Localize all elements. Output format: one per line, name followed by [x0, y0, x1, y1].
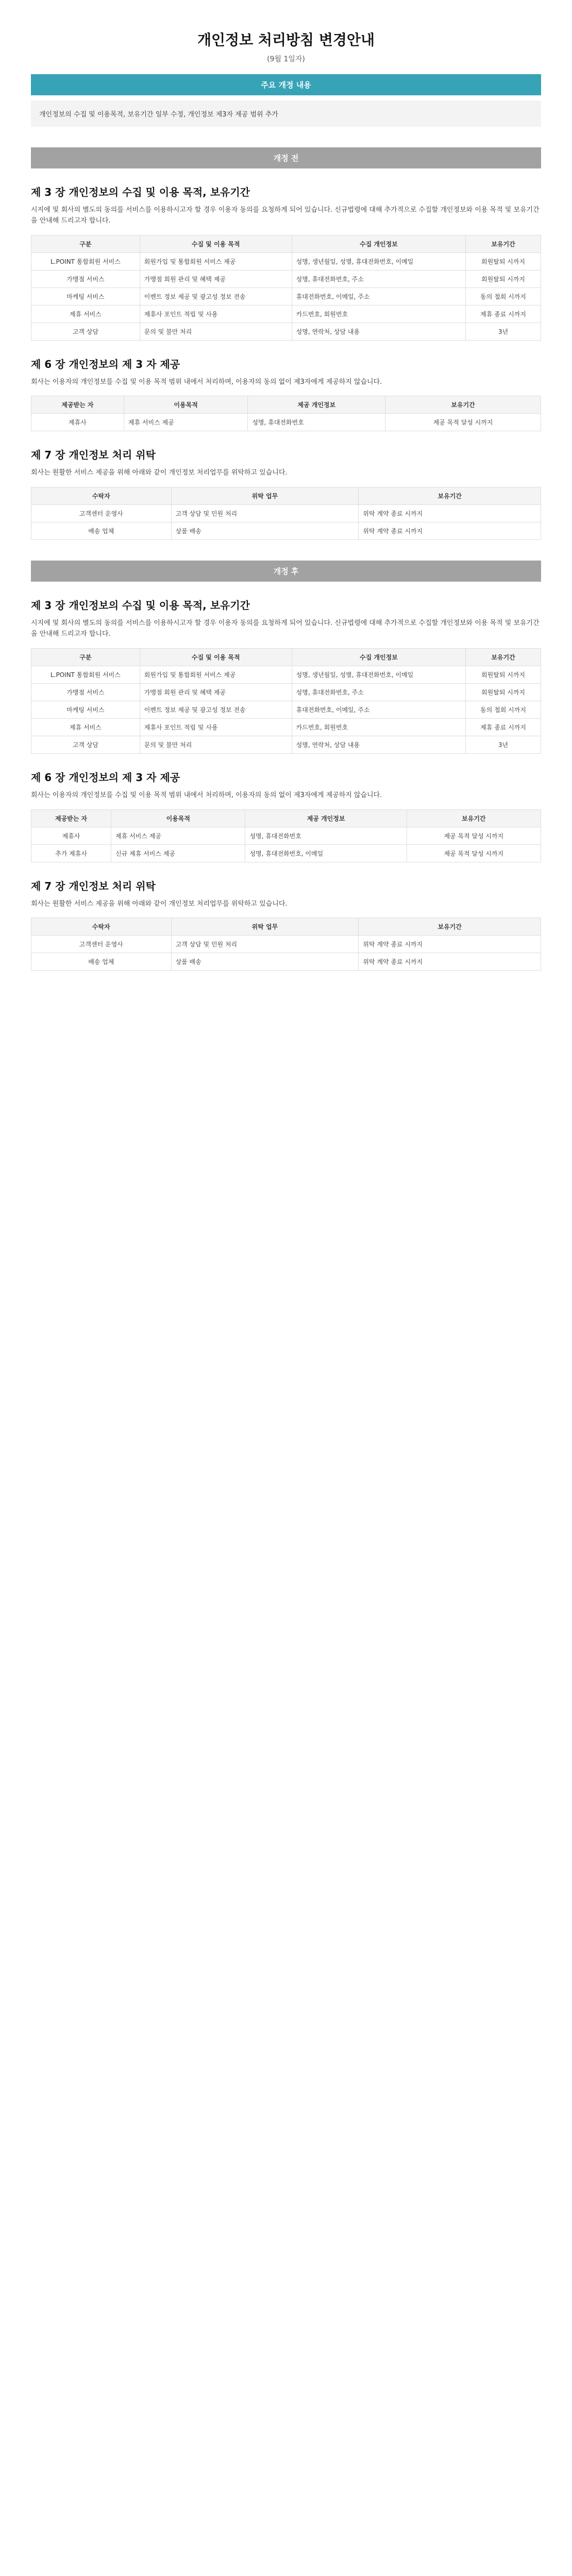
- table-cell: 성명, 휴대전화번호, 주소: [292, 683, 465, 701]
- after-section3-heading: 제 3 장 개인정보의 수집 및 이용 목적, 보유기간: [31, 599, 250, 612]
- table-header-cell: 구분: [31, 235, 140, 252]
- table-cell: 제휴사 포인트 적립 및 사용: [140, 305, 292, 323]
- table-cell: 회원탈퇴 시까지: [466, 252, 541, 270]
- after-section3: [31, 597, 541, 754]
- table-header-cell: 수탁자: [31, 918, 172, 936]
- table-cell: 성명, 생년월일, 성별, 휴대전화번호, 이메일: [292, 252, 465, 270]
- table-header-cell: 제공 개인정보: [248, 396, 385, 414]
- table-row: [31, 252, 541, 270]
- table-cell: 성명, 휴대전화번호: [245, 827, 407, 844]
- table-header-cell: 수집 개인정보: [292, 648, 465, 666]
- before-section7-table: [31, 487, 541, 540]
- table-cell: 위탁 계약 종료 시까지: [359, 953, 541, 971]
- table-row: [31, 287, 541, 305]
- table-row: [31, 953, 541, 971]
- table-header-cell: 보유기간: [359, 918, 541, 936]
- table-header-cell: 이용목적: [124, 396, 247, 414]
- before-section3-heading: 제 3 장 개인정보의 수집 및 이용 목적, 보유기간: [31, 186, 250, 198]
- table-cell: 제공 목적 달성 시까지: [407, 844, 541, 862]
- table-row: [31, 323, 541, 340]
- after-section7-heading: 제 7 장 개인정보 처리 위탁: [31, 879, 156, 892]
- before-section6-table: [31, 396, 541, 431]
- table-cell: 고객 상담: [31, 323, 140, 340]
- table-cell: 제휴 서비스 제공: [111, 827, 245, 844]
- table-cell: 가맹점 회원 관리 및 혜택 제공: [140, 683, 292, 701]
- table-cell: 이벤트 정보 제공 및 광고성 정보 전송: [140, 287, 292, 305]
- table-row: [31, 936, 541, 953]
- after-section7-table: [31, 918, 541, 971]
- table-cell: 회원가입 및 통합회원 서비스 제공: [140, 252, 292, 270]
- table-row: [31, 718, 541, 736]
- table-cell: 마케팅 서비스: [31, 701, 140, 718]
- before-section3-desc: 시지에 및 회사의 별도의 동의를 서비스를 이용하시고자 할 경우 이용자 동의를 요청하게 되어 있습니다. 신규법령에 대해 추가적으로 수집할 개인정보와 이용 목적 및 보유기간을 안내해 드리고자 합니다.: [31, 206, 540, 225]
- table-cell: 성명, 생년월일, 성별, 휴대전화번호, 이메일: [292, 666, 465, 683]
- table-row: [31, 522, 541, 540]
- table-row: [31, 683, 541, 701]
- table-cell: 가맹점 서비스: [31, 270, 140, 287]
- page-subtitle: (9월 1일자): [267, 55, 305, 63]
- before-section3: [31, 184, 541, 341]
- table-cell: 휴대전화번호, 이메일, 주소: [292, 701, 465, 718]
- before-section6-desc: 회사는 이용자의 개인정보를 수집 및 이용 목적 범위 내에서 처리하며, 이용자의 동의 없이 제3자에게 제공하지 않습니다.: [31, 378, 382, 386]
- table-header-cell: 수집 및 이용 목적: [140, 648, 292, 666]
- page-title: 개인정보 처리방침 변경안내: [197, 31, 375, 48]
- table-row: [31, 701, 541, 718]
- table-header-cell: 보유기간: [385, 396, 541, 414]
- table-cell: 고객 상담 및 민원 처리: [171, 505, 359, 522]
- after-section6-table: [31, 809, 541, 862]
- table-header-row: [31, 648, 541, 666]
- table-cell: 제휴 서비스: [31, 305, 140, 323]
- table-cell: 위탁 계약 종료 시까지: [359, 505, 541, 522]
- table-cell: 제휴 종료 시까지: [466, 305, 541, 323]
- after-section6-heading: 제 6 장 개인정보의 제 3 자 제공: [31, 771, 180, 784]
- table-header-cell: 제공받는 자: [31, 809, 111, 827]
- table-cell: 제공 목적 달성 시까지: [385, 414, 541, 431]
- table-header-cell: 보유기간: [466, 235, 541, 252]
- before-section6: [31, 356, 541, 432]
- table-cell: 3년: [466, 736, 541, 753]
- table-cell: 이벤트 정보 제공 및 광고성 정보 전송: [140, 701, 292, 718]
- table-cell: 고객 상담: [31, 736, 140, 753]
- before-section3-table: [31, 235, 541, 341]
- table-header-cell: 위탁 업무: [171, 487, 359, 505]
- table-cell: L.POINT 통합회원 서비스: [31, 252, 140, 270]
- table-cell: 제휴사: [31, 414, 124, 431]
- table-header-cell: 제공받는 자: [31, 396, 124, 414]
- table-header-cell: 보유기간: [466, 648, 541, 666]
- table-cell: 회원가입 및 통합회원 서비스 제공: [140, 666, 292, 683]
- table-cell: 위탁 계약 종료 시까지: [359, 936, 541, 953]
- after-section3-desc: 시지에 및 회사의 별도의 동의를 서비스를 이용하시고자 할 경우 이용자 동의를 요청하게 되어 있습니다. 신규법령에 대해 추가적으로 수집할 개인정보와 이용 목적 및 보유기간을 안내해 드리고자 합니다.: [31, 619, 540, 638]
- table-cell: 가맹점 회원 관리 및 혜택 제공: [140, 270, 292, 287]
- table-cell: 카드번호, 회원번호: [292, 305, 465, 323]
- notice-text: 개인정보의 수집 및 이용목적, 보유기간 일부 수정, 개인정보 제3자 제공 범위 추가: [31, 100, 541, 127]
- table-row: [31, 736, 541, 753]
- table-cell: 제공 목적 달성 시까지: [407, 827, 541, 844]
- table-row: [31, 827, 541, 844]
- table-header-cell: 제공 개인정보: [245, 809, 407, 827]
- table-cell: 고객 상담 및 민원 처리: [171, 936, 359, 953]
- table-cell: 3년: [466, 323, 541, 340]
- table-cell: 추가 제휴사: [31, 844, 111, 862]
- before-section7-desc: 회사는 원활한 서비스 제공을 위해 아래와 같이 개인정보 처리업무를 위탁하고 있습니다.: [31, 469, 288, 477]
- table-cell: 성명, 휴대전화번호: [248, 414, 385, 431]
- table-cell: 성명, 휴대전화번호, 주소: [292, 270, 465, 287]
- table-cell: 마케팅 서비스: [31, 287, 140, 305]
- table-cell: 배송 업체: [31, 522, 172, 540]
- table-cell: 가맹점 서비스: [31, 683, 140, 701]
- table-cell: 제휴사: [31, 827, 111, 844]
- table-row: [31, 844, 541, 862]
- table-cell: 고객센터 운영사: [31, 936, 172, 953]
- before-bar: 개정 전: [31, 147, 541, 168]
- table-cell: 배송 업체: [31, 953, 172, 971]
- table-cell: 제휴 종료 시까지: [466, 718, 541, 736]
- table-cell: 위탁 계약 종료 시까지: [359, 522, 541, 540]
- after-section7-desc: 회사는 원활한 서비스 제공을 위해 아래와 같이 개인정보 처리업무를 위탁하고 있습니다.: [31, 900, 288, 908]
- table-header-cell: 수집 및 이용 목적: [140, 235, 292, 252]
- table-cell: L.POINT 통합회원 서비스: [31, 666, 140, 683]
- table-cell: 동의 철회 시까지: [466, 287, 541, 305]
- table-row: [31, 505, 541, 522]
- table-header-cell: 위탁 업무: [171, 918, 359, 936]
- before-section7-heading: 제 7 장 개인정보 처리 위탁: [31, 449, 156, 462]
- table-cell: 성명, 휴대전화번호, 이메일: [245, 844, 407, 862]
- table-header-cell: 보유기간: [407, 809, 541, 827]
- table-cell: 회원탈퇴 시까지: [466, 666, 541, 683]
- table-cell: 회원탈퇴 시까지: [466, 270, 541, 287]
- table-cell: 회원탈퇴 시까지: [466, 683, 541, 701]
- table-header-cell: 수탁자: [31, 487, 172, 505]
- table-header-row: [31, 918, 541, 936]
- after-section7: [31, 878, 541, 971]
- table-cell: 동의 철회 시까지: [466, 701, 541, 718]
- table-cell: 성명, 연락처, 상담 내용: [292, 736, 465, 753]
- table-header-row: [31, 235, 541, 252]
- table-cell: 상품 배송: [171, 953, 359, 971]
- table-cell: 문의 및 불만 처리: [140, 736, 292, 753]
- page: [0, 0, 572, 1007]
- table-row: [31, 270, 541, 287]
- after-section6: [31, 769, 541, 862]
- table-cell: 신규 제휴 서비스 제공: [111, 844, 245, 862]
- after-section6-desc: 회사는 이용자의 개인정보를 수집 및 이용 목적 범위 내에서 처리하며, 이용자의 동의 없이 제3자에게 제공하지 않습니다.: [31, 791, 382, 799]
- table-cell: 성명, 연락처, 상담 내용: [292, 323, 465, 340]
- before-section6-heading: 제 6 장 개인정보의 제 3 자 제공: [31, 358, 180, 370]
- table-cell: 카드번호, 회원번호: [292, 718, 465, 736]
- table-row: [31, 666, 541, 683]
- after-section3-table: [31, 648, 541, 754]
- table-cell: 제휴 서비스 제공: [124, 414, 247, 431]
- table-cell: 고객센터 운영사: [31, 505, 172, 522]
- table-header-row: [31, 809, 541, 827]
- table-header-row: [31, 396, 541, 414]
- table-row: [31, 414, 541, 431]
- table-row: [31, 305, 541, 323]
- after-bar: 개정 후: [31, 561, 541, 582]
- table-cell: 문의 및 불만 처리: [140, 323, 292, 340]
- table-header-cell: 수집 개인정보: [292, 235, 465, 252]
- table-cell: 제휴 서비스: [31, 718, 140, 736]
- notice-bar: 주요 개정 내용: [31, 74, 541, 95]
- table-header-cell: 보유기간: [359, 487, 541, 505]
- table-header-cell: 구분: [31, 648, 140, 666]
- table-cell: 휴대전화번호, 이메일, 주소: [292, 287, 465, 305]
- before-section7: [31, 447, 541, 540]
- table-header-row: [31, 487, 541, 505]
- table-cell: 상품 배송: [171, 522, 359, 540]
- table-header-cell: 이용목적: [111, 809, 245, 827]
- table-cell: 제휴사 포인트 적립 및 사용: [140, 718, 292, 736]
